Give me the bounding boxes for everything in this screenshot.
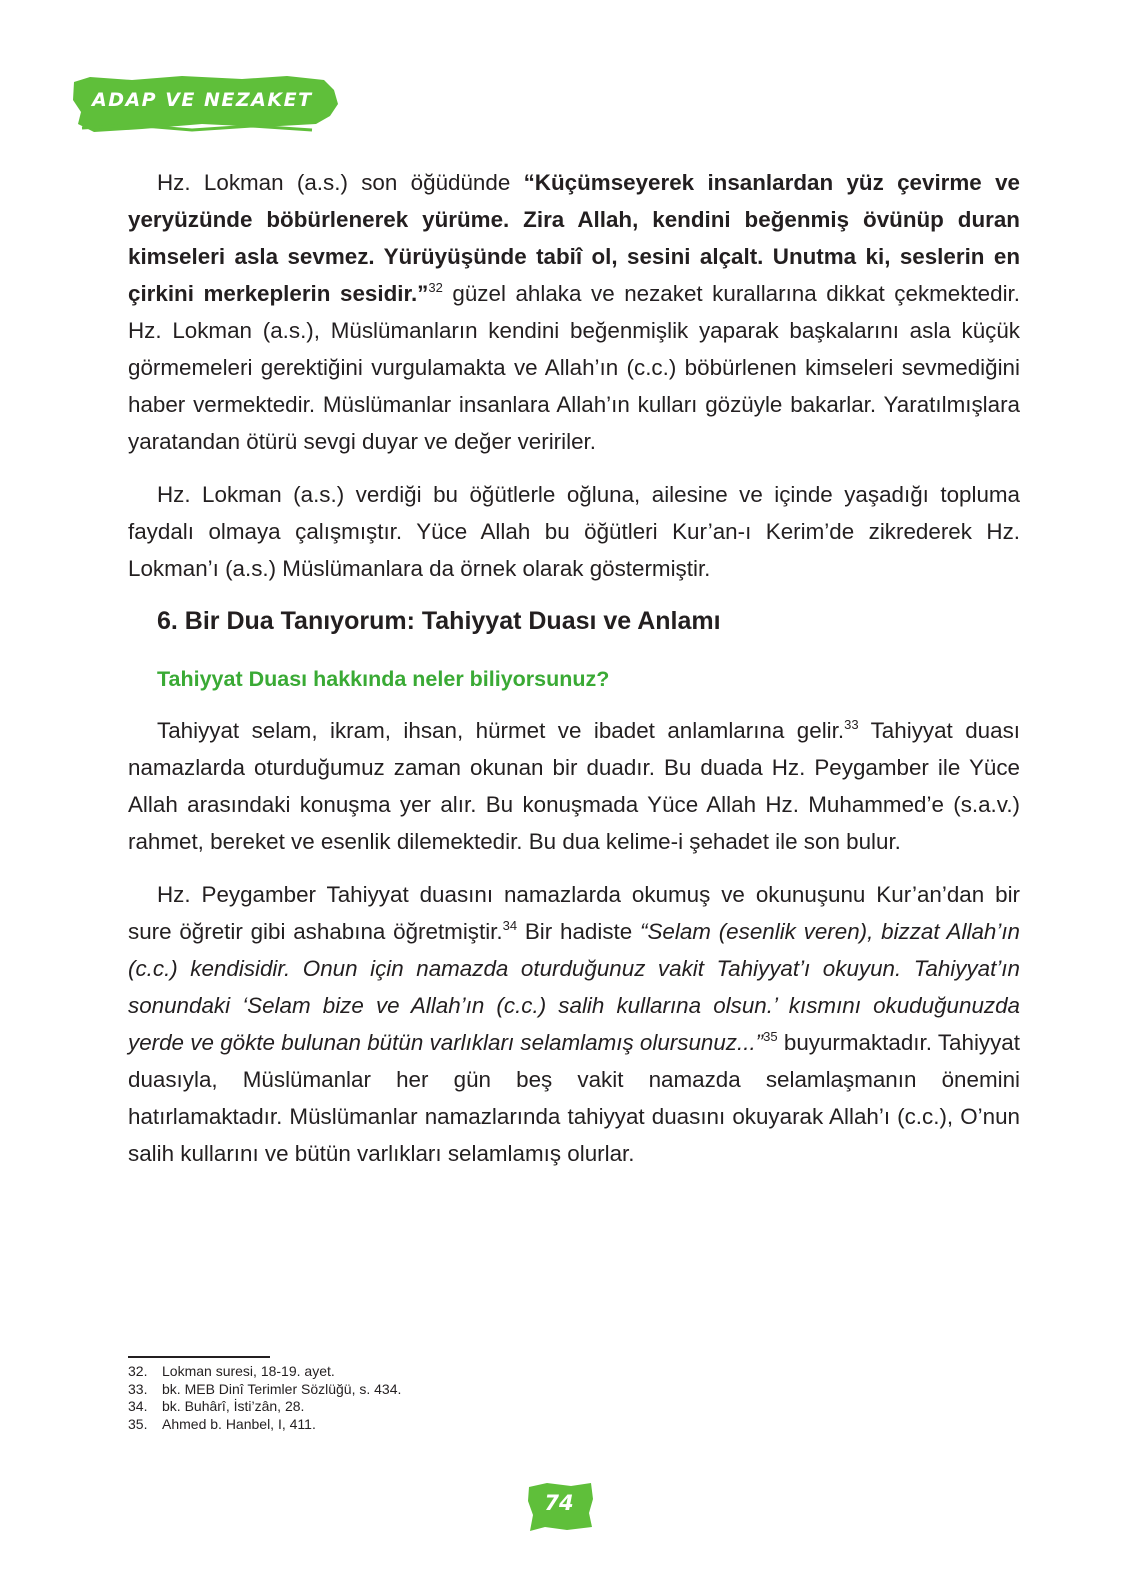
footnote-number: 32. xyxy=(128,1363,148,1379)
paragraph-tahiyyat-hadith xyxy=(128,876,1020,1172)
page-number-badge xyxy=(527,1481,595,1533)
paragraph-text: Tahiyyat selam, ikram, ihsan, hürmet ve ibadet anlamlarına gelir. xyxy=(157,718,845,743)
footnote-item xyxy=(128,1398,401,1416)
footnote-ref-33: 33 xyxy=(844,717,859,732)
paragraph-text: buyurmaktadır. Tahiyyat duasıyla, Müslümanlar her gün beş vakit namazda selamlaşmanın önemini hatırlamaktadır. Müslümanlar namazlarında tahiyyat duasını okuyarak Allah’ı (c.c.), O’nun salih kullarını ve bütün varlıkları selamlamış olurlar. xyxy=(128,1030,1020,1166)
paragraph-tahiyyat-meaning xyxy=(128,712,1020,860)
footnote-divider xyxy=(128,1356,270,1358)
footnote-text: bk. Buhârî, İsti’zân, 28. xyxy=(162,1398,305,1414)
bold-quote: “Küçümseyerek insanlardan yüz çevirme ve yeryüzünde böbürlenerek yürüme. Zira Allah, kendini beğenmiş övünüp duran kimseleri asla sevmez. Yürüyüşünde tabiî ol, sesini alçalt. Unutma ki, seslerin en çirkini merkeplerin sesidir.” xyxy=(128,170,1020,306)
page-number: 74 xyxy=(544,1491,574,1515)
footnote-item xyxy=(128,1363,401,1381)
footnote-ref-32: 32 xyxy=(428,280,443,295)
footnote-text: Ahmed b. Hanbel, I, 411. xyxy=(162,1415,316,1432)
paragraph-text: Hz. Lokman (a.s.) son öğüdünde xyxy=(157,170,524,195)
italic-quote: “Selam (esenlik veren), bizzat Allah’ın (c.c.) kendisidir. Onun için namazda oturduğunuz vakit Tahiyyat’ı okuyun. Tahiyyat’ın sonundaki ‘Selam bize ve Allah’ın (c.c.) salih kullarına olsun.’ kısmını okuduğunuzda yerde ve gökte bulunan bütün varlıkları selamlamış olursunuz...” xyxy=(128,919,1020,1055)
paragraph-text: Tahiyyat duası namazlarda oturduğumuz zaman okunan bir duadır. Bu duada Hz. Peygamber ile Yüce Allah arasındaki konuşma yer alır. Bu konuşmada Yüce Allah Hz. Muhammed’e (s.a.v.) rahmet, bereket ve esenlik dilemektedir. Bu dua kelime-i şehadet ile son bulur. xyxy=(128,718,1020,854)
footnotes xyxy=(128,1363,401,1433)
footnote-text: Lokman suresi, 18-19. ayet. xyxy=(162,1363,335,1379)
paragraph-text: güzel ahlaka ve nezaket kurallarına dikkat çekmektedir. Hz. Lokman (a.s.), Müslümanların kendini beğenmişlik yaparak başkalarını asla küçük görmemeleri gerektiğini vurgulamakta ve Allah’ın (c.c.) böbürlenen kimseleri sevmediğini haber vermektedir. Müslümanlar insanlara Allah’ın kulları gözüyle bakarlar. Yaratılmışlara yaratandan ötürü sevgi duyar ve değer veririler. xyxy=(128,281,1020,454)
section-banner xyxy=(72,74,340,134)
footnote-number: 33. xyxy=(128,1380,148,1397)
paragraph-lokman-example: Hz. Lokman (a.s.) verdiği bu öğütlerle oğluna, ailesine ve içinde yaşadığı topluma faydalı olmaya çalışmıştır. Yüce Allah bu öğütleri Kur’an-ı Kerim’de zikrederek Hz. Lokman’ı (a.s.) Müslümanlara da örnek olarak göstermiştir. xyxy=(128,482,1020,581)
section-heading: 6. Bir Dua Tanıyorum: Tahiyyat Duası ve Anlamı xyxy=(157,607,721,635)
footnote-number: 35. xyxy=(128,1415,148,1432)
footnote-text: bk. MEB Dinî Terimler Sözlüğü, s. 434. xyxy=(162,1380,402,1397)
footnote-item xyxy=(128,1381,401,1399)
paragraph-lokman-advice xyxy=(128,164,1020,460)
main-content xyxy=(128,164,1020,1172)
footnote-ref-35: 35 xyxy=(763,1029,778,1044)
paragraph-text: Bir hadiste xyxy=(517,919,641,944)
question-heading: Tahiyyat Duası hakkında neler biliyorsunuz? xyxy=(157,667,610,691)
footnote-item xyxy=(128,1416,401,1434)
paragraph-text: Hz. Peygamber Tahiyyat duasını namazlarda okumuş ve okunuşunu Kur’an’dan bir sure öğretir gibi ashabına öğretmiştir. xyxy=(128,882,1020,944)
footnote-number: 34. xyxy=(128,1398,148,1414)
footnote-ref-34: 34 xyxy=(502,918,518,933)
banner-title: ADAP VE NEZAKET xyxy=(92,89,313,111)
